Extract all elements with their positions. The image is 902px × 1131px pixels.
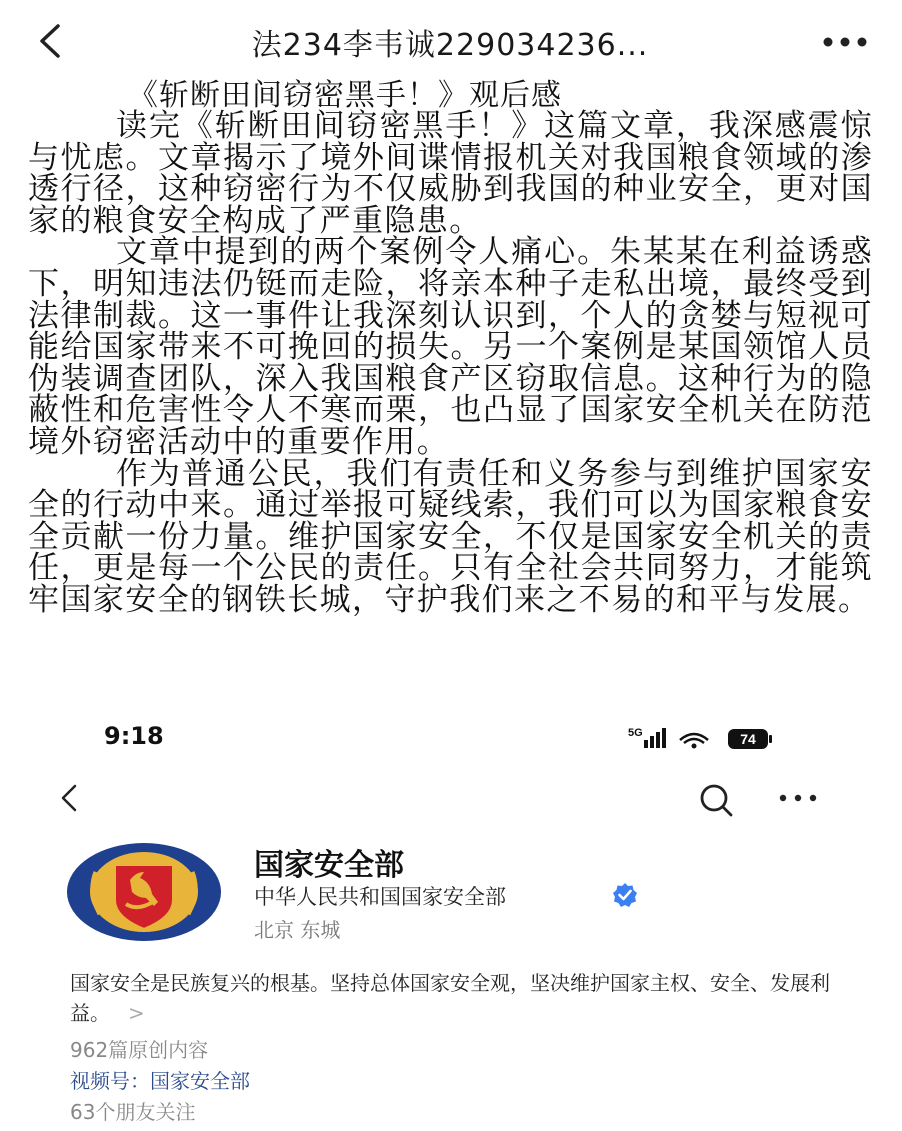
chevron-left-icon[interactable] xyxy=(34,22,68,60)
essay-paragraph: 作为普通公民，我们有责任和义务参与到维护国家安全的行动中来。通过举报可疑线索，我们可以为国家粮食安全贡献一份力量。维护国家安全，不仅是国家安全机关的责任，更是每一个公民的责任。只有全社会共同努力，才能筑牢国家安全的钢铁长城，守护我们来之不易的和平与发展。 xyxy=(28,455,873,618)
account-name: 国家安全部 xyxy=(254,848,404,883)
essay-paragraph: 文章中提到的两个案例令人痛心。朱某某在利益诱惑下，明知违法仍铤而走险，将亲本种子走私出境，最终受到法律制裁。这一事件让我深刻认识到，个人的贪婪与短视可能给国家带来不可挽回的损失。另一个案例是某国领馆人员伪装调查团队，深入我国粮食产区窃取信息。这种行为的隐蔽性和危害性令人不寒而栗，也凸显了国家安全机关在防范境外窃密活动中的重要作用。 xyxy=(28,234,873,460)
chevron-right-icon[interactable]: > xyxy=(128,1001,145,1025)
status-time: 9:18 xyxy=(104,722,164,750)
battery-level: 74 xyxy=(740,731,756,747)
search-icon[interactable] xyxy=(697,781,735,819)
emblem-avatar[interactable] xyxy=(66,842,222,942)
chevron-left-icon[interactable] xyxy=(58,783,80,813)
more-dots-icon[interactable] xyxy=(820,36,870,48)
essay-body xyxy=(28,80,873,617)
video-channel-link[interactable]: 视频号：国家安全部 xyxy=(70,1069,250,1093)
friends-following[interactable]: 63个朋友关注 xyxy=(70,1100,196,1124)
verified-badge-icon xyxy=(612,882,638,908)
essay-title: 《斩断田间窃密黑手！》观后感 xyxy=(128,78,562,113)
account-location: 北京 东城 xyxy=(254,918,341,942)
network-label: 5G xyxy=(628,727,643,739)
signal-icon xyxy=(628,724,788,754)
top-bar xyxy=(0,0,902,84)
status-bar xyxy=(0,718,902,758)
more-dots-icon[interactable] xyxy=(778,793,818,803)
description-text: 国家安全是民族复兴的根基。坚持总体国家安全观，坚决维护国家主权、安全、发展利益。 xyxy=(70,971,830,1025)
original-content-count[interactable]: 962篇原创内容 xyxy=(70,1038,209,1062)
essay-paragraph: 读完《斩断田间窃密黑手！》这篇文章，我深感震惊与忧虑。文章揭示了境外间谍情报机关对我国粮食领域的渗透行径，这种窃密行为不仅威胁到我国的种业安全，更对国家的粮食安全构成了严重隐患。 xyxy=(28,108,873,239)
account-organization: 中华人民共和国国家安全部 xyxy=(254,885,506,909)
account-description[interactable] xyxy=(70,968,840,1028)
page-title: 法234李韦诚229034236... xyxy=(251,28,649,63)
profile-nav xyxy=(0,775,902,823)
